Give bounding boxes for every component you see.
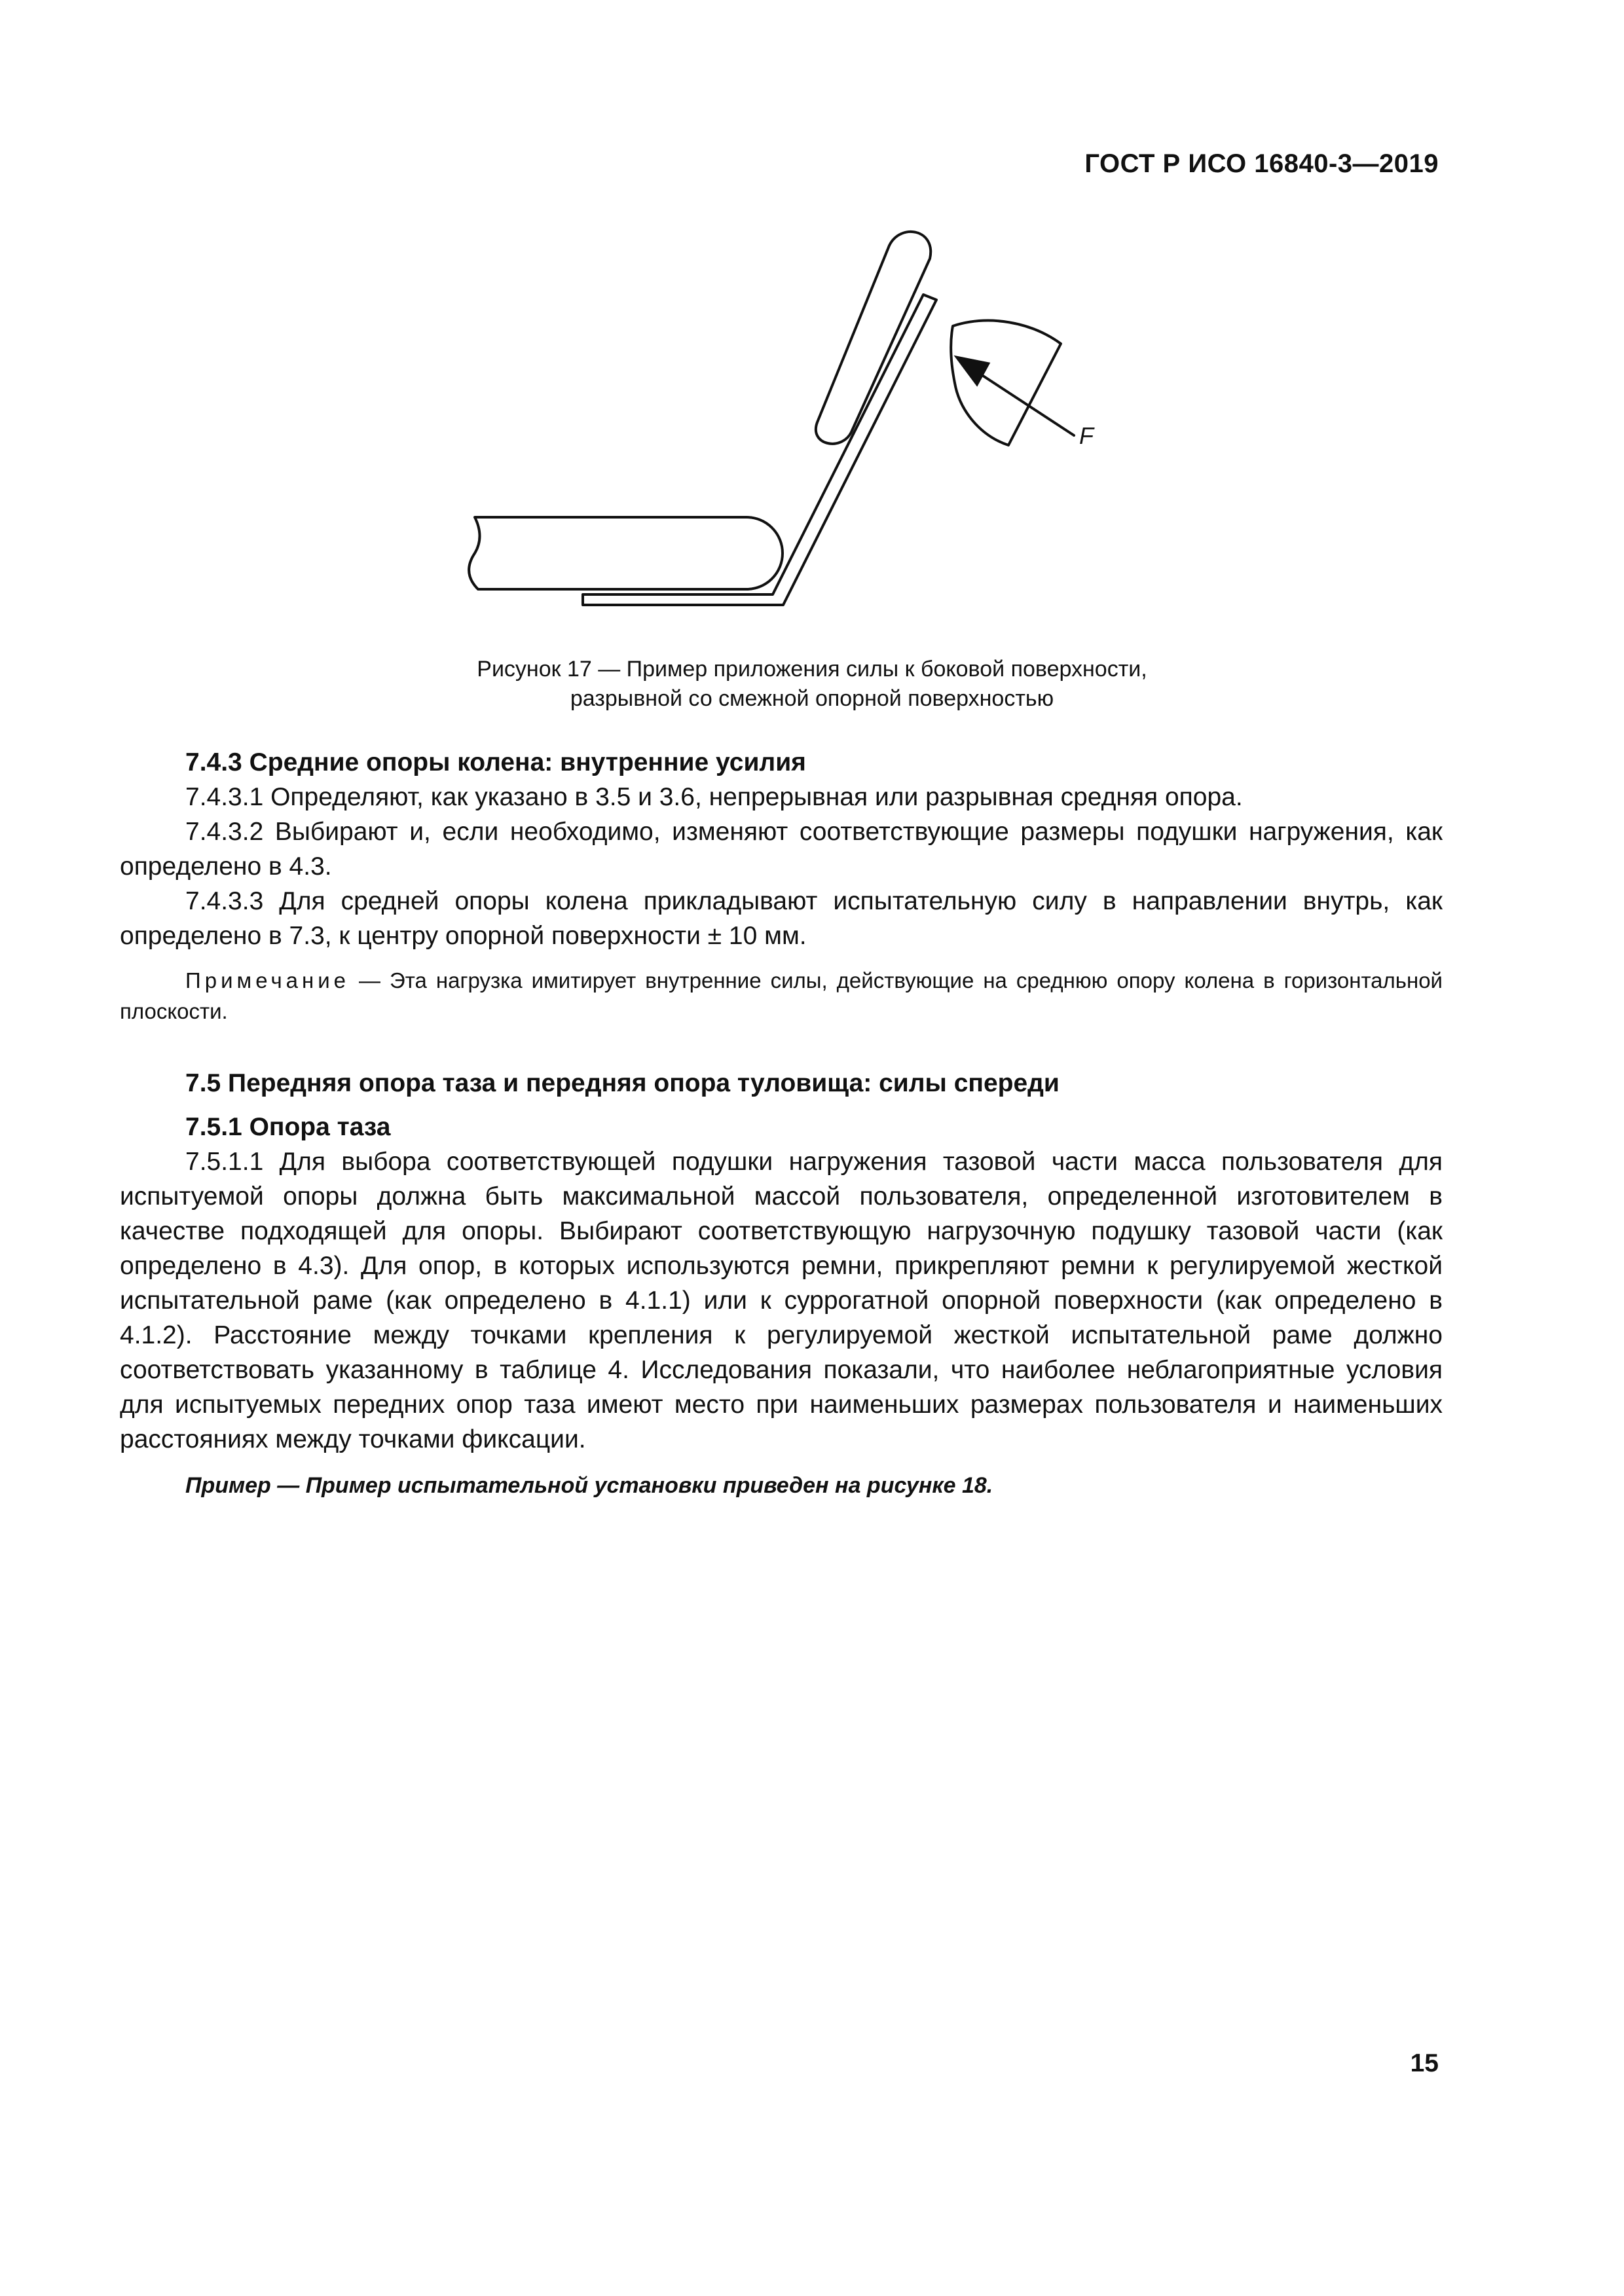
paragraph-7-4-3-2: 7.4.3.2 Выбирают и, если необходимо, изменяют соответствующие размеры подушки нагружения, как определено в 4.3. <box>120 818 1443 881</box>
note <box>120 965 1443 1027</box>
paragraph-7-4-3-1: 7.4.3.1 Определяют, как указано в 3.5 и 3.6, непрерывная или разрывная средняя опора. <box>185 783 1243 811</box>
paragraph-7-4-3-3: 7.4.3.3 Для средней опоры колена прикладывают испытательную силу в направлении внутрь, как определено в 7.3, к центру опорной поверхности ± 10 мм. <box>120 887 1443 950</box>
force-line-path <box>979 373 1074 435</box>
document-body <box>120 745 1443 1503</box>
paragraph-7-5-1-1: 7.5.1.1 Для выбора соответствующей подушки нагружения тазовой части масса пользователя для испытуемой опоры должна быть максимальной массой пользователя, определенной изготовителем в качестве подходящей для опоры. Выбирают соответствующую нагрузочную подушку тазовой части (как определено в 4.3). Для опор, в которых используются ремни, прикрепляют ремни к регулируемой жесткой испытательной раме (как определено в 4.1.1) или к суррогатной опорной поверхности (как определено в 4.1.2). Расстояние между точками крепления к регулируемой жесткой испытательной раме должно соответствовать указанному в таблице 4. Исследования показали, что наиболее неблагоприятные условия для испытуемых передних опор таза имеют место при наименьших размерах пользователя и наименьших расстояниях между точками фиксации. <box>120 1148 1443 1453</box>
support-plate <box>583 295 936 605</box>
note-label: Примечание <box>185 968 350 993</box>
page-number: 15 <box>1410 2049 1439 2077</box>
figure-caption-line2: разрывной со смежной опорной поверхностью <box>570 686 1054 711</box>
seat-cushion <box>469 517 783 589</box>
document-code: ГОСТ Р ИСО 16840-3—2019 <box>1084 149 1439 178</box>
section-heading-7-5-1: 7.5.1 Опора таза <box>185 1113 391 1141</box>
force-label: F <box>1079 422 1094 449</box>
side-pad <box>816 232 931 444</box>
loading-pad <box>951 321 1061 445</box>
force-arrow-head <box>956 357 989 385</box>
note-text: — Эта нагрузка имитирует внутренние силы, действующие на среднюю опору колена в горизонтальной плоскости. <box>120 968 1443 1023</box>
section-heading-7-4-3: 7.4.3 Средние опоры колена: внутренние усилия <box>185 748 806 776</box>
example-text: Пример — Пример испытательной установки приведен на рисунке 18. <box>185 1473 993 1498</box>
section-heading-7-5: 7.5 Передняя опора таза и передняя опора туловища: силы спереди <box>185 1069 1060 1097</box>
figure-17-diagram <box>419 210 1139 629</box>
figure-caption-line1: Рисунок 17 — Пример приложения силы к боковой поверхности, <box>477 657 1147 682</box>
